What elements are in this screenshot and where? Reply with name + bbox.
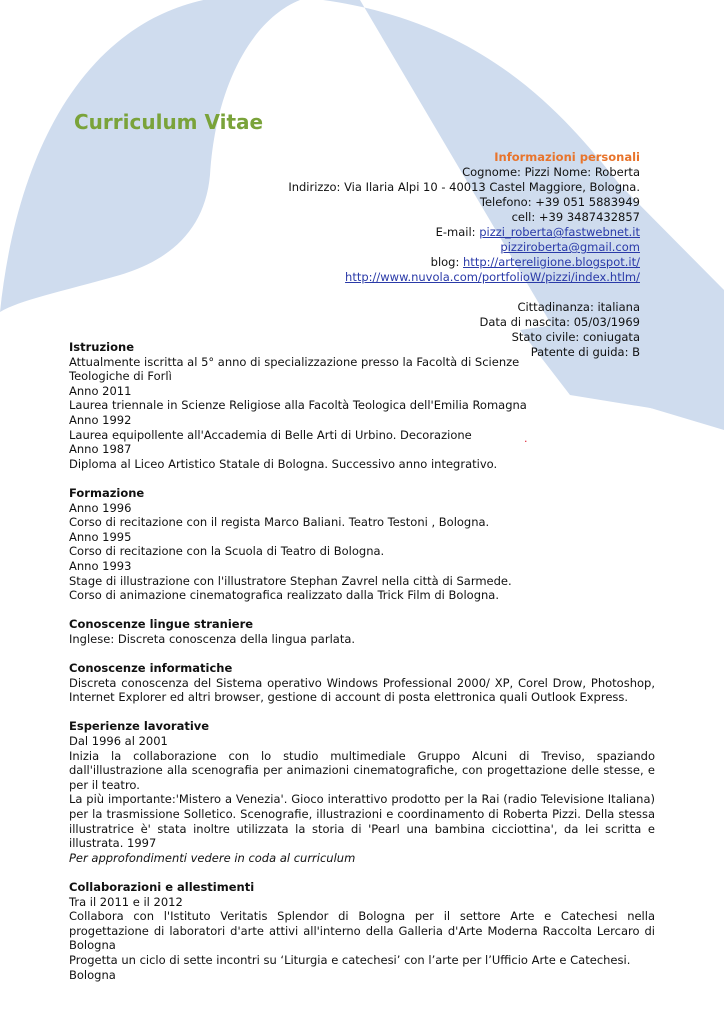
esperienze-text: Inizia la collaborazione con lo studio multimediale Gruppo Alcuni di Treviso, spaziando dall'illustrazione alla scenografia per animazioni cinematografiche, con progettazione delle stesse, e per il teatro. — [69, 748, 655, 792]
formazione-line: Anno 1996 — [69, 500, 132, 515]
address-line: Indirizzo: Via Ilaria Alpi 10 - 40013 Castel Maggiore, Bologna. — [288, 180, 640, 194]
section-heading-informatiche: Conoscenze informatiche — [69, 661, 233, 676]
blog-link[interactable]: http://artereligione.blogspot.it/ — [463, 255, 640, 269]
section-formazione — [69, 486, 655, 603]
formazione-line: Anno 1995 — [69, 529, 132, 544]
email-label: E-mail: — [435, 225, 480, 239]
cv-content — [69, 340, 655, 997]
section-heading-formazione: Formazione — [69, 485, 145, 500]
section-heading-collaborazioni: Collaborazioni e allestimenti — [69, 879, 255, 894]
name-line: Cognome: Pizzi Nome: Roberta — [462, 165, 640, 179]
cell-line: cell: +39 3487432857 — [511, 210, 640, 224]
istruzione-line: Anno 2011 — [69, 383, 132, 398]
esperienze-period: Dal 1996 al 2001 — [69, 734, 168, 749]
blog-line — [288, 255, 640, 270]
istruzione-line: Attualmente iscritta al 5° anno di specializzazione presso la Facoltà di Scienze — [69, 354, 520, 369]
istruzione-line: Teologiche di Forlì — [69, 369, 172, 384]
esperienze-note: Per approfondimenti vedere in coda al curriculum — [69, 850, 356, 865]
istruzione-line: Diploma al Liceo Artistico Statale di Bologna. Successivo anno integrativo. — [69, 456, 498, 471]
email-link-1[interactable]: pizzi_roberta@fastwebnet.it — [479, 225, 640, 239]
personal-info-block — [288, 150, 640, 360]
informatiche-text: Discreta conoscenza del Sistema operativo Windows Professional 2000/ XP, Corel Drow, Photoshop, Internet Explorer ed altri browser, gestione di account di posta elettronica quali Outlook Express. — [69, 675, 655, 705]
section-heading-lingue: Conoscenze lingue straniere — [69, 617, 254, 632]
istruzione-line: Anno 1992 — [69, 412, 132, 427]
section-collaborazioni — [69, 880, 655, 982]
page-title: Curriculum Vitae — [74, 110, 264, 134]
email-line — [288, 225, 640, 240]
section-esperienze — [69, 719, 655, 865]
section-lingue — [69, 617, 655, 646]
email-link-2[interactable]: pizziroberta@gmail.com — [500, 240, 640, 254]
section-heading-esperienze: Esperienze lavorative — [69, 719, 210, 734]
istruzione-line: Anno 1987 — [69, 442, 132, 457]
phone-line: Telefono: +39 051 5883949 — [479, 195, 640, 209]
istruzione-line: Laurea equipollente all'Accademia di Belle Arti di Urbino. Decorazione — [69, 427, 472, 442]
formazione-line: Corso di animazione cinematografica realizzato dalla Trick Film di Bologna. — [69, 588, 499, 603]
decorative-dot: . — [524, 432, 528, 445]
section-informatiche — [69, 661, 655, 705]
lingue-line: Inglese: Discreta conoscenza della lingua parlata. — [69, 631, 356, 646]
citizenship-line: Cittadinanza: italiana — [517, 300, 640, 314]
formazione-line: Stage di illustrazione con l'illustratore Stephan Zavrel nella città di Sarmede. — [69, 573, 512, 588]
esperienze-text: La più importante:'Mistero a Venezia'. Gioco interattivo prodotto per la Rai (radio Televisione Italiana) per la trasmissione Solletico. Scenografie, illustrazioni e coordinamento di Roberta Pizzi. Della stessa illustratrice è' stata inoltre utilizzata la storia di 'Pearl una bambina cicciottina', da lei scritta e illustrata. 1997 — [69, 792, 655, 851]
section-istruzione — [69, 340, 655, 471]
collaborazioni-text: Progetta un ciclo di sette incontri su ‘Liturgia e catechesi’ con l’arte per l’Ufficio Arte e Catechesi. Bologna — [69, 952, 631, 982]
blog-label: blog: — [430, 255, 464, 269]
personal-info-heading: Informazioni personali — [494, 150, 640, 164]
collaborazioni-text: Collabora con l'Istituto Veritatis Splendor di Bologna per il settore Arte e Catechesi nella progettazione di laboratori d'arte attivi all'interno della Galleria d'Arte Moderna Raccolta Lercaro di Bologna — [69, 909, 655, 953]
collaborazioni-period: Tra il 2011 e il 2012 — [69, 894, 183, 909]
section-heading-istruzione: Istruzione — [69, 340, 135, 354]
formazione-line: Corso di recitazione con il regista Marco Baliani. Teatro Testoni , Bologna. — [69, 515, 490, 530]
istruzione-line: Laurea triennale in Scienze Religiose alla Facoltà Teologica dell'Emilia Romagna — [69, 398, 527, 413]
civil-status-line: Stato civile: coniugata — [511, 330, 640, 344]
formazione-line: Anno 1993 — [69, 558, 132, 573]
portfolio-link[interactable]: http://www.nuvola.com/portfolioW/pizzi/index.htlm/ — [345, 270, 640, 284]
driving-license-line: Patente di guida: B — [530, 345, 640, 359]
birth-line: Data di nascita: 05/03/1969 — [479, 315, 640, 329]
formazione-line: Corso di recitazione con la Scuola di Teatro di Bologna. — [69, 544, 385, 559]
